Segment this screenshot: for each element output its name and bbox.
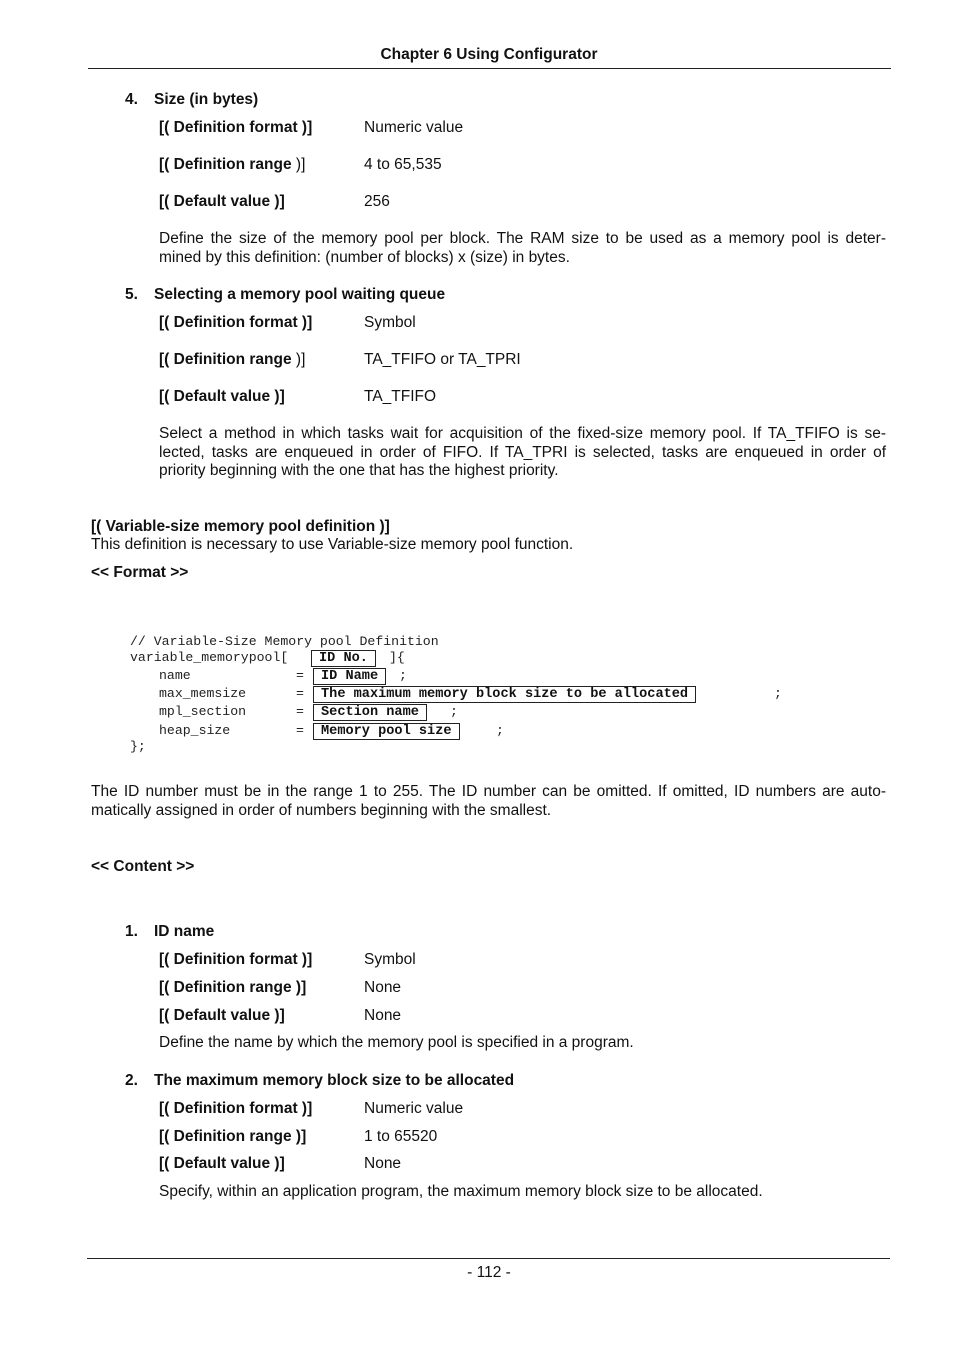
item5-range-label-close: )] bbox=[291, 351, 306, 368]
id-note-line1: The ID number must be in the range 1 to 255. The ID number can be omitted. If omitted, ID numbers are auto- bbox=[91, 783, 886, 800]
code-open: variable_memorypool[ bbox=[130, 650, 289, 665]
item5-format-value: Symbol bbox=[364, 314, 416, 331]
item4-format-label: [( Definition format )] bbox=[159, 119, 313, 136]
code-id-no-box: ID No. bbox=[311, 650, 376, 667]
id-note-line2: matically assigned in order of numbers beginning with the smallest. bbox=[91, 801, 552, 819]
content1-default-value: None bbox=[364, 1007, 402, 1024]
code-comment: // Variable-Size Memory pool Definition bbox=[130, 634, 439, 649]
content2-default-label: [( Default value )] bbox=[159, 1155, 285, 1172]
code-mpl-box: Section name bbox=[313, 704, 427, 721]
content2-number: 2. bbox=[125, 1072, 138, 1089]
item5-default-label: [( Default value )] bbox=[159, 388, 285, 405]
content-heading: << Content >> bbox=[91, 858, 195, 875]
item5-desc-line3: priority beginning with the one that has the highest priority. bbox=[159, 462, 559, 479]
content1-title: ID name bbox=[154, 923, 215, 940]
item4-range-label-bold: [( Definition range bbox=[159, 156, 292, 173]
item5-range-label bbox=[159, 351, 305, 369]
code-semi-1: ; bbox=[399, 668, 407, 683]
item4-description bbox=[159, 230, 886, 267]
code-heap-box: Memory pool size bbox=[313, 723, 460, 740]
format-heading: << Format >> bbox=[91, 564, 189, 581]
section-intro: This definition is necessary to use Variable-size memory pool function. bbox=[91, 536, 574, 553]
code-eq-4: = bbox=[296, 723, 304, 738]
code-max-key: max_memsize bbox=[159, 686, 247, 701]
item5-range-value: TA_TFIFO or TA_TPRI bbox=[364, 351, 521, 368]
content2-description: Specify, within an application program, the maximum memory block size to be allocated. bbox=[159, 1183, 763, 1200]
content1-description: Define the name by which the memory pool is specified in a program. bbox=[159, 1034, 634, 1051]
code-heap-key: heap_size bbox=[159, 723, 231, 738]
code-open-end: ]{ bbox=[389, 650, 405, 665]
footer-rule bbox=[87, 1258, 890, 1259]
code-semi-2: ; bbox=[774, 686, 782, 701]
code-name-box: ID Name bbox=[313, 668, 386, 685]
code-name-key: name bbox=[159, 668, 191, 683]
content2-format-value: Numeric value bbox=[364, 1100, 464, 1117]
content2-range-label: [( Definition range )] bbox=[159, 1128, 307, 1145]
item4-range-value: 4 to 65,535 bbox=[364, 156, 442, 173]
content1-format-value: Symbol bbox=[364, 951, 416, 968]
content2-title: The maximum memory block size to be allocated bbox=[154, 1072, 515, 1089]
code-eq-3: = bbox=[296, 704, 304, 719]
item4-default-value: 256 bbox=[364, 193, 390, 210]
code-eq-1: = bbox=[296, 668, 304, 683]
item4-title: Size (in bytes) bbox=[154, 91, 259, 108]
item4-number: 4. bbox=[125, 91, 138, 108]
item5-format-label: [( Definition format )] bbox=[159, 314, 313, 331]
item4-range-label-close: )] bbox=[291, 156, 306, 173]
code-semi-4: ; bbox=[496, 723, 504, 738]
item4-desc-line1: Define the size of the memory pool per block. The RAM size to be used as a memory pool is deter- bbox=[159, 230, 886, 247]
chapter-header: Chapter 6 Using Configurator bbox=[380, 46, 598, 63]
code-mpl-key: mpl_section bbox=[159, 704, 247, 719]
item4-range-label bbox=[159, 156, 305, 174]
content2-default-value: None bbox=[364, 1155, 402, 1172]
content1-default-label: [( Default value )] bbox=[159, 1007, 285, 1024]
content2-format-label: [( Definition format )] bbox=[159, 1100, 313, 1117]
item5-title: Selecting a memory pool waiting queue bbox=[154, 286, 446, 303]
page-number: - 112 - bbox=[467, 1264, 511, 1281]
item5-desc-line2: lected, tasks are enqueued in order of FIFO. If TA_TPRI is selected, tasks are enqueued in order of bbox=[159, 443, 886, 461]
item4-format-value: Numeric value bbox=[364, 119, 464, 136]
content2-range-value: 1 to 65520 bbox=[364, 1128, 438, 1145]
header-rule bbox=[88, 68, 891, 69]
code-max-box: The maximum memory block size to be allocated bbox=[313, 686, 696, 703]
code-semi-3: ; bbox=[450, 704, 458, 719]
item5-number: 5. bbox=[125, 286, 138, 303]
code-close: }; bbox=[130, 739, 146, 754]
item5-desc-line1: Select a method in which tasks wait for acquisition of the fixed-size memory pool. If TA_TFIFO is se- bbox=[159, 425, 886, 442]
code-eq-2: = bbox=[296, 686, 304, 701]
item5-description bbox=[159, 425, 886, 481]
section-heading: [( Variable-size memory pool definition )] bbox=[91, 518, 390, 535]
content1-range-value: None bbox=[364, 979, 402, 996]
content1-range-label: [( Definition range )] bbox=[159, 979, 307, 996]
item4-default-label: [( Default value )] bbox=[159, 193, 285, 210]
item5-range-label-bold: [( Definition range bbox=[159, 351, 292, 368]
id-note bbox=[91, 783, 886, 820]
content1-number: 1. bbox=[125, 923, 138, 940]
item5-default-value: TA_TFIFO bbox=[364, 388, 437, 405]
content1-format-label: [( Definition format )] bbox=[159, 951, 313, 968]
item4-desc-line2: mined by this definition: (number of blocks) x (size) in bytes. bbox=[159, 248, 570, 266]
